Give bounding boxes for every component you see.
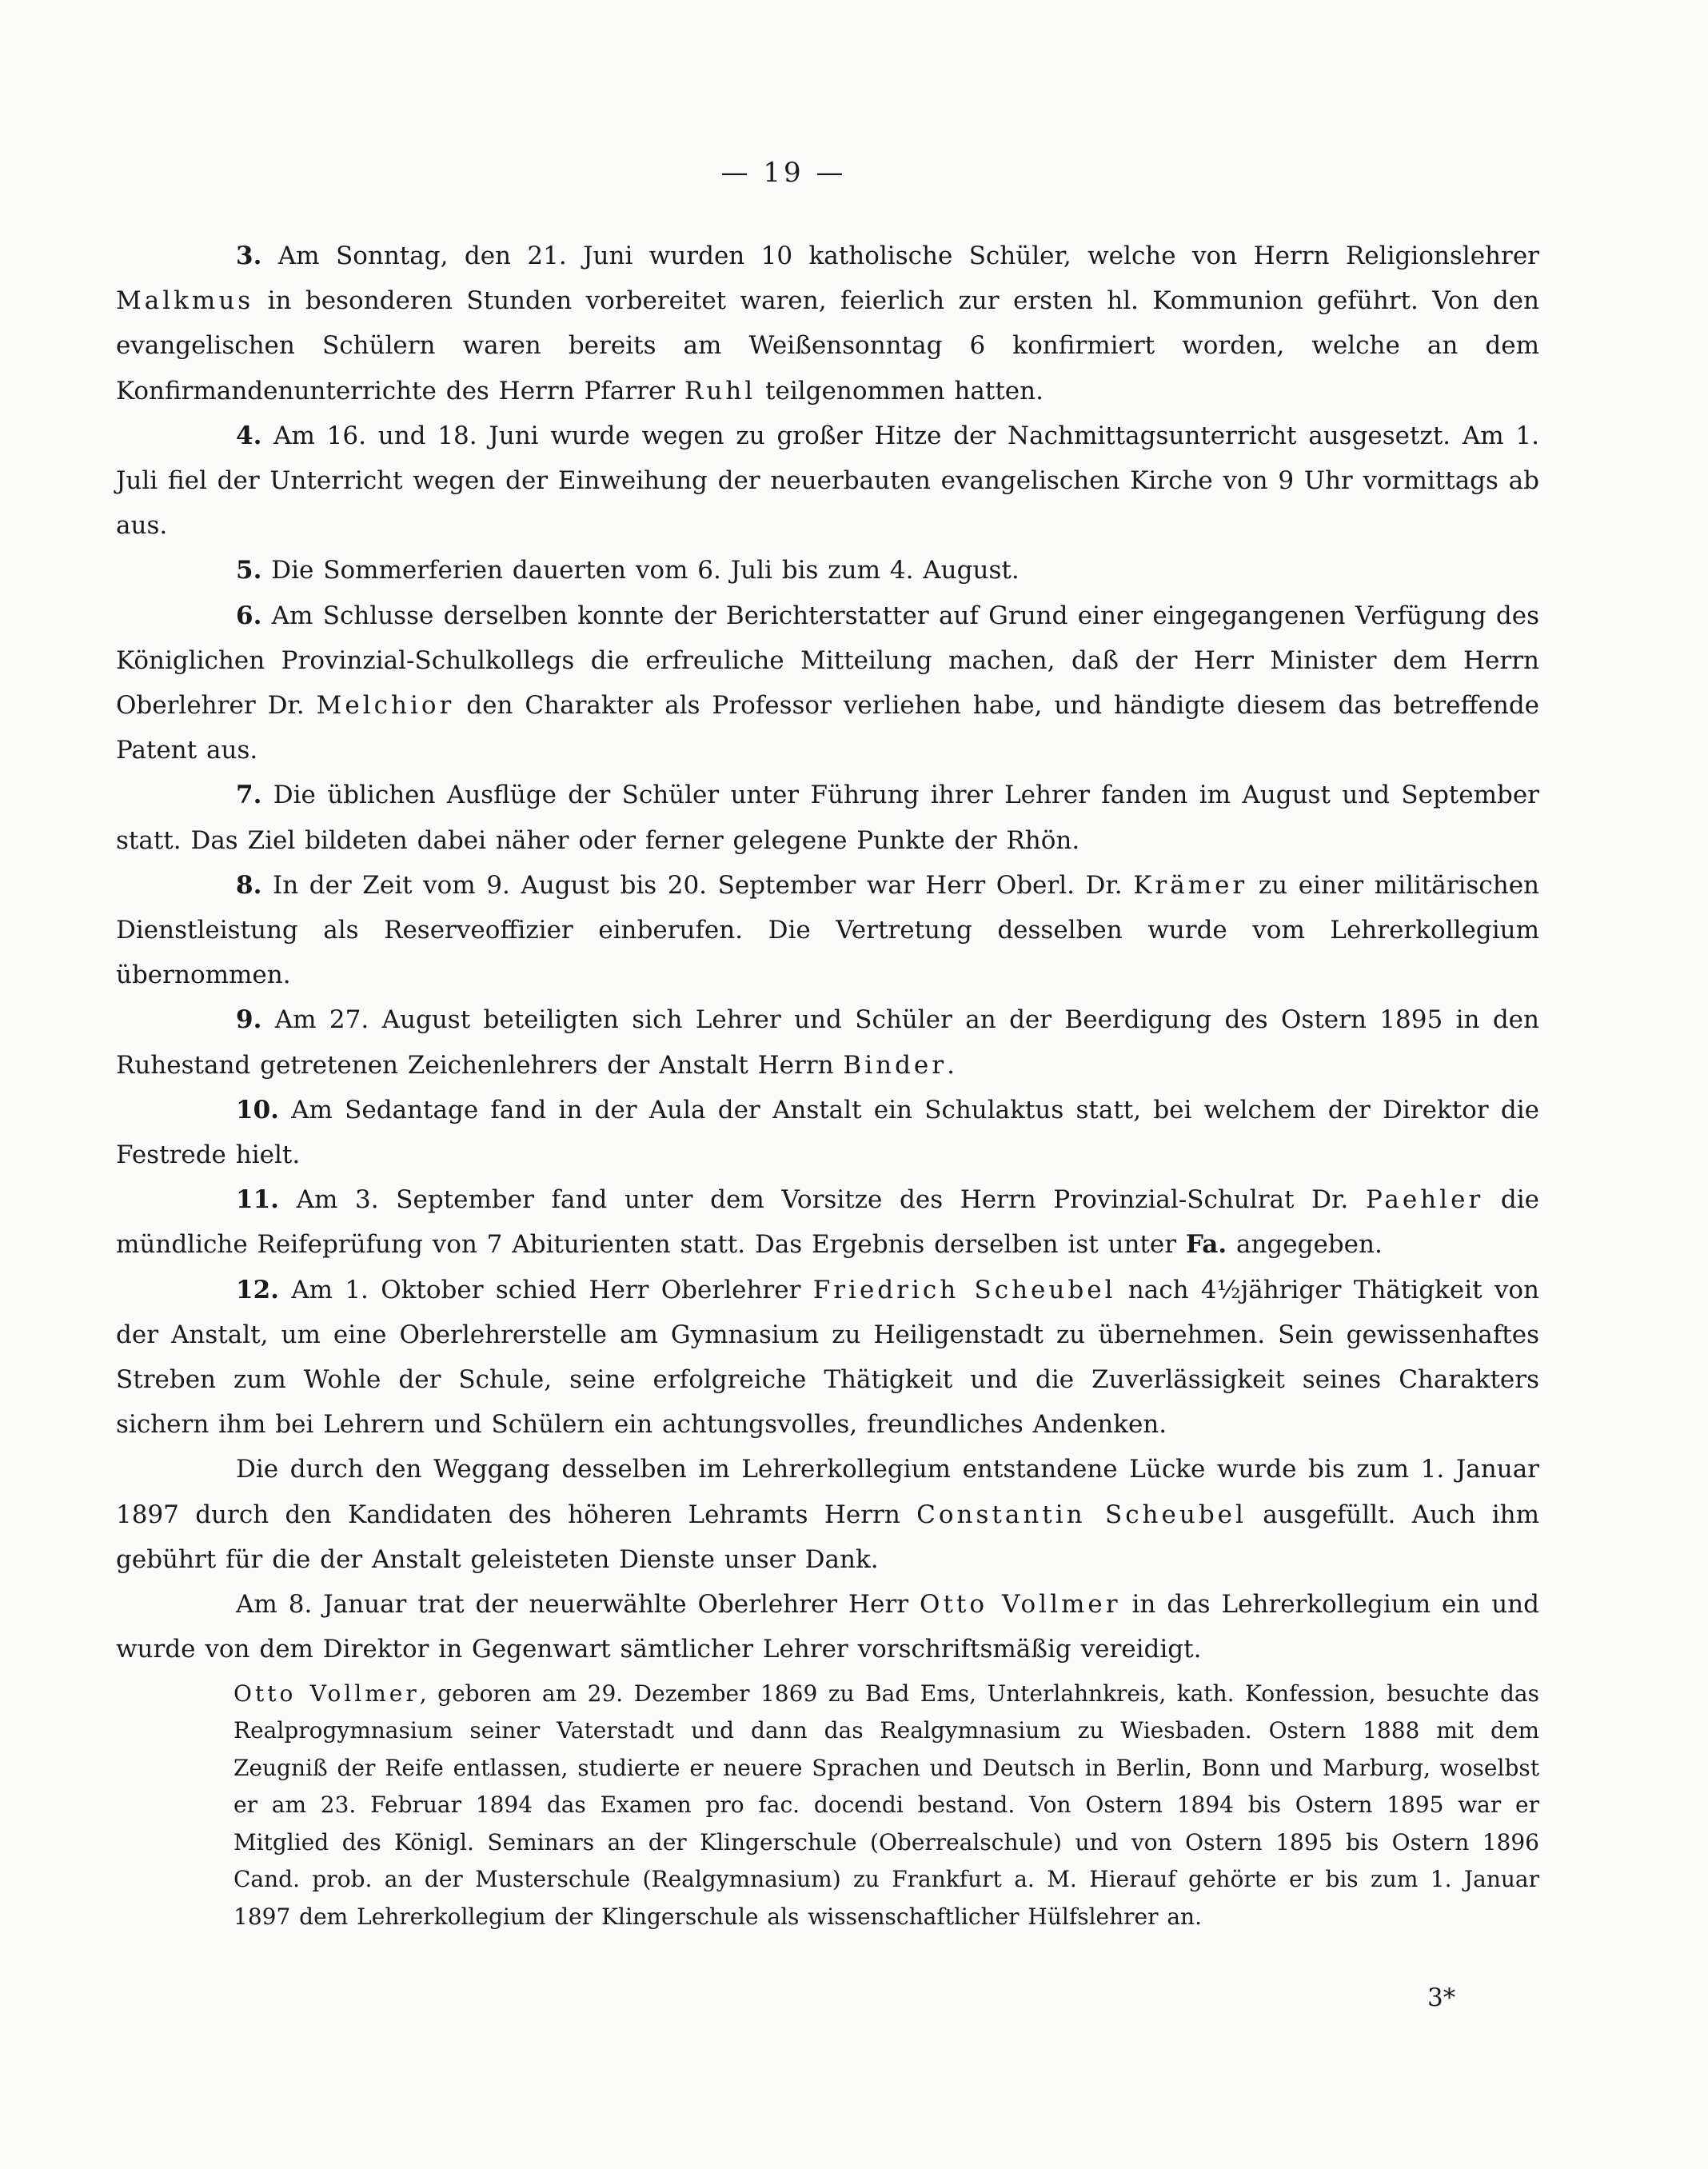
paragraph-text: in besonderen Stunden vorbereitet waren, feierlich zur ersten hl. Kommunion geführt. Von den evangelischen Schülern waren bereits am Weißensonntag 6 konfirmiert worden, welche an dem Konfirmandenunterrichte des Herrn Pfarrer <box>116 286 1539 405</box>
paragraph-text: den Charakter als Professor verliehen habe, und händigte diesem das betreffende Patent aus. <box>116 691 1540 765</box>
chronicle-paragraph <box>116 413 1539 549</box>
paragraph-number: 10. <box>236 1095 279 1124</box>
chronicle-paragraph <box>116 1582 1539 1672</box>
spaced-name: Paehler <box>1365 1185 1484 1215</box>
spaced-name: Otto Vollmer <box>920 1590 1121 1620</box>
paragraph-text: Die üblichen Ausflüge der Schüler unter Führung ihrer Lehrer fanden im August und September statt. Das Ziel bildeten dabei näher oder ferner gelegene Punkte der Rhön. <box>116 781 1540 855</box>
spaced-name: Binder <box>843 1050 948 1080</box>
chronicle-paragraph <box>116 1268 1539 1448</box>
paragraph-text: Am Sedantage fand in der Aula der Anstalt ein Schulaktus statt, bei welchem der Direktor die Festrede hielt. <box>116 1095 1539 1170</box>
paragraph-text: Am Sonntag, den 21. Juni wurden 10 katholische Schüler, welche von Herrn Religionslehrer <box>277 242 1539 270</box>
chronicle-sections <box>116 234 1539 1672</box>
paragraph-text: Am 1. Oktober schied Herr Oberlehrer <box>291 1275 813 1304</box>
paragraph-text: . <box>947 1050 955 1080</box>
spaced-name: Ruhl <box>684 376 756 405</box>
paragraph-number: 11. <box>236 1185 279 1215</box>
biography-block <box>116 1676 1539 1936</box>
chronicle-paragraph <box>116 548 1539 593</box>
page-number: — 19 — <box>720 157 847 189</box>
paragraph-text: Am 8. Januar trat der neuerwählte Oberlehrer Herr <box>236 1590 920 1620</box>
paragraph-number: 3. <box>236 242 262 270</box>
paragraph-text: Am 27. August beteiligten sich Lehrer und Schüler an der Beerdigung des Ostern 1895 in den Ruhestand getretenen Zeichenlehrers der Anstalt Herrn <box>116 1005 1539 1080</box>
chronicle-paragraph <box>116 593 1539 773</box>
paragraph-text: Am 3. September fand unter dem Vorsitze des Herrn Provinzial-Schulrat Dr. <box>296 1185 1366 1215</box>
paragraph-text: die mündliche Reifeprüfung von 7 Abiturienten statt. Das Ergebnis derselben ist unter <box>116 1185 1539 1260</box>
biography-text: , geboren am 29. Dezember 1869 zu Bad Ems, Unterlahnkreis, kath. Konfession, besuchte das Realprogymnasium seiner Vaterstadt und dann das Realgymnasium zu Wiesbaden. Ostern 1888 mit dem Zeugniß der Reife entlassen, studierte er neuere Sprachen und Deutsch in Berlin, Bonn und Marburg, woselbst er am 23. Februar 1894 das Examen pro fac. docendi bestand. Von Ostern 1894 bis Ostern 1895 war er Mitglied des Königl. Seminars an der Klingerschule (Oberrealschule) und von Ostern 1895 bis Ostern 1896 Cand. prob. an der Musterschule (Realgymnasium) zu Frankfurt a. M. Hierauf gehörte er bis zum 1. Januar 1897 dem Lehrerkollegium der Klingerschule als wissenschaftlicher Hülfslehrer an. <box>233 1680 1539 1930</box>
paragraph-text: Am Schlusse derselben konnte der Berichterstatter auf Grund einer eingegangenen Verfügung des Königlichen Provinzial-Schulkollegs die erfreuliche Mitteilung machen, daß der Herr Minister dem Herrn Oberlehrer Dr. <box>116 601 1540 721</box>
paragraph-text: angegeben. <box>1227 1230 1383 1260</box>
chronicle-paragraph <box>116 863 1539 998</box>
biography-name: Otto Vollmer <box>233 1680 420 1707</box>
paragraph-text: Am 16. und 18. Juni wurde wegen zu großer Hitze der Nachmittagsunterricht ausgesetzt. Am 1. Juli fiel der Unterricht wegen der Einweihung der neuerbauten evangelischen Kirche von 9 Uhr vormittags ab aus. <box>116 421 1540 541</box>
paragraph-text: Die Sommerferien dauerten vom 6. Juli bis zum 4. August. <box>271 556 1020 585</box>
chronicle-paragraph <box>116 997 1539 1087</box>
paragraph-text: nach 4½jähriger Thätigkeit von der Anstalt, um eine Oberlehrerstelle am Gymnasium zu Heiligenstadt zu übernehmen. Sein gewissenhaftes Streben zum Wohle der Schule, seine erfolgreiche Thätigkeit und die Zuverlässigkeit seines Charakters sichern ihm bei Lehrern und Schülern ein achtungsvolles, freundliches Andenken. <box>116 1275 1540 1440</box>
paragraph-text: zu einer militärischen Dienstleistung als Reserveoffizier einberufen. Die Vertretung desselben wurde vom Lehrerkollegium übernommen. <box>116 870 1540 990</box>
paragraph-text: Fa. <box>1185 1230 1227 1260</box>
paragraph-number: 4. <box>236 421 262 450</box>
paragraph-text: in das Lehrerkollegium ein und wurde von dem Direktor in Gegenwart sämtlicher Lehrer vorschriftsmäßig vereidigt. <box>116 1590 1539 1664</box>
spaced-name: Melchior <box>316 691 455 721</box>
chronicle-paragraph <box>116 773 1539 862</box>
paragraph-number: 9. <box>236 1005 262 1035</box>
chronicle-paragraph <box>116 1177 1539 1267</box>
chronicle-paragraph <box>116 234 1539 413</box>
paragraph-number: 7. <box>236 781 262 810</box>
paragraph-number: 5. <box>236 556 262 585</box>
paragraph-text: Die durch den Weggang desselben im Lehrerkollegium entstandene Lücke wurde bis zum 1. Januar 1897 durch den Kandidaten des höheren Lehramts Herrn <box>116 1455 1539 1529</box>
biography-note <box>233 1676 1539 1936</box>
chronicle-paragraph <box>116 1447 1539 1582</box>
spaced-name: Malkmus <box>116 286 254 316</box>
paragraph-text: In der Zeit vom 9. August bis 20. September war Herr Oberl. Dr. <box>272 870 1134 900</box>
signature-mark: 3* <box>1427 1983 1456 2012</box>
paragraph-number: 8. <box>236 870 262 900</box>
spaced-name: Friedrich Scheubel <box>812 1275 1116 1304</box>
chronicle-paragraph <box>116 1088 1539 1177</box>
spaced-name: Krämer <box>1133 870 1248 900</box>
spaced-name: Constantin Scheubel <box>916 1500 1247 1529</box>
chronicle-body <box>116 234 1539 1935</box>
paragraph-text: teilgenommen hatten. <box>756 376 1044 405</box>
paragraph-text: ausgefüllt. Auch ihm gebührt für die der Anstalt geleisteten Dienste unser Dank. <box>116 1500 1539 1574</box>
paragraph-number: 6. <box>236 601 262 630</box>
paragraph-number: 12. <box>236 1275 279 1304</box>
